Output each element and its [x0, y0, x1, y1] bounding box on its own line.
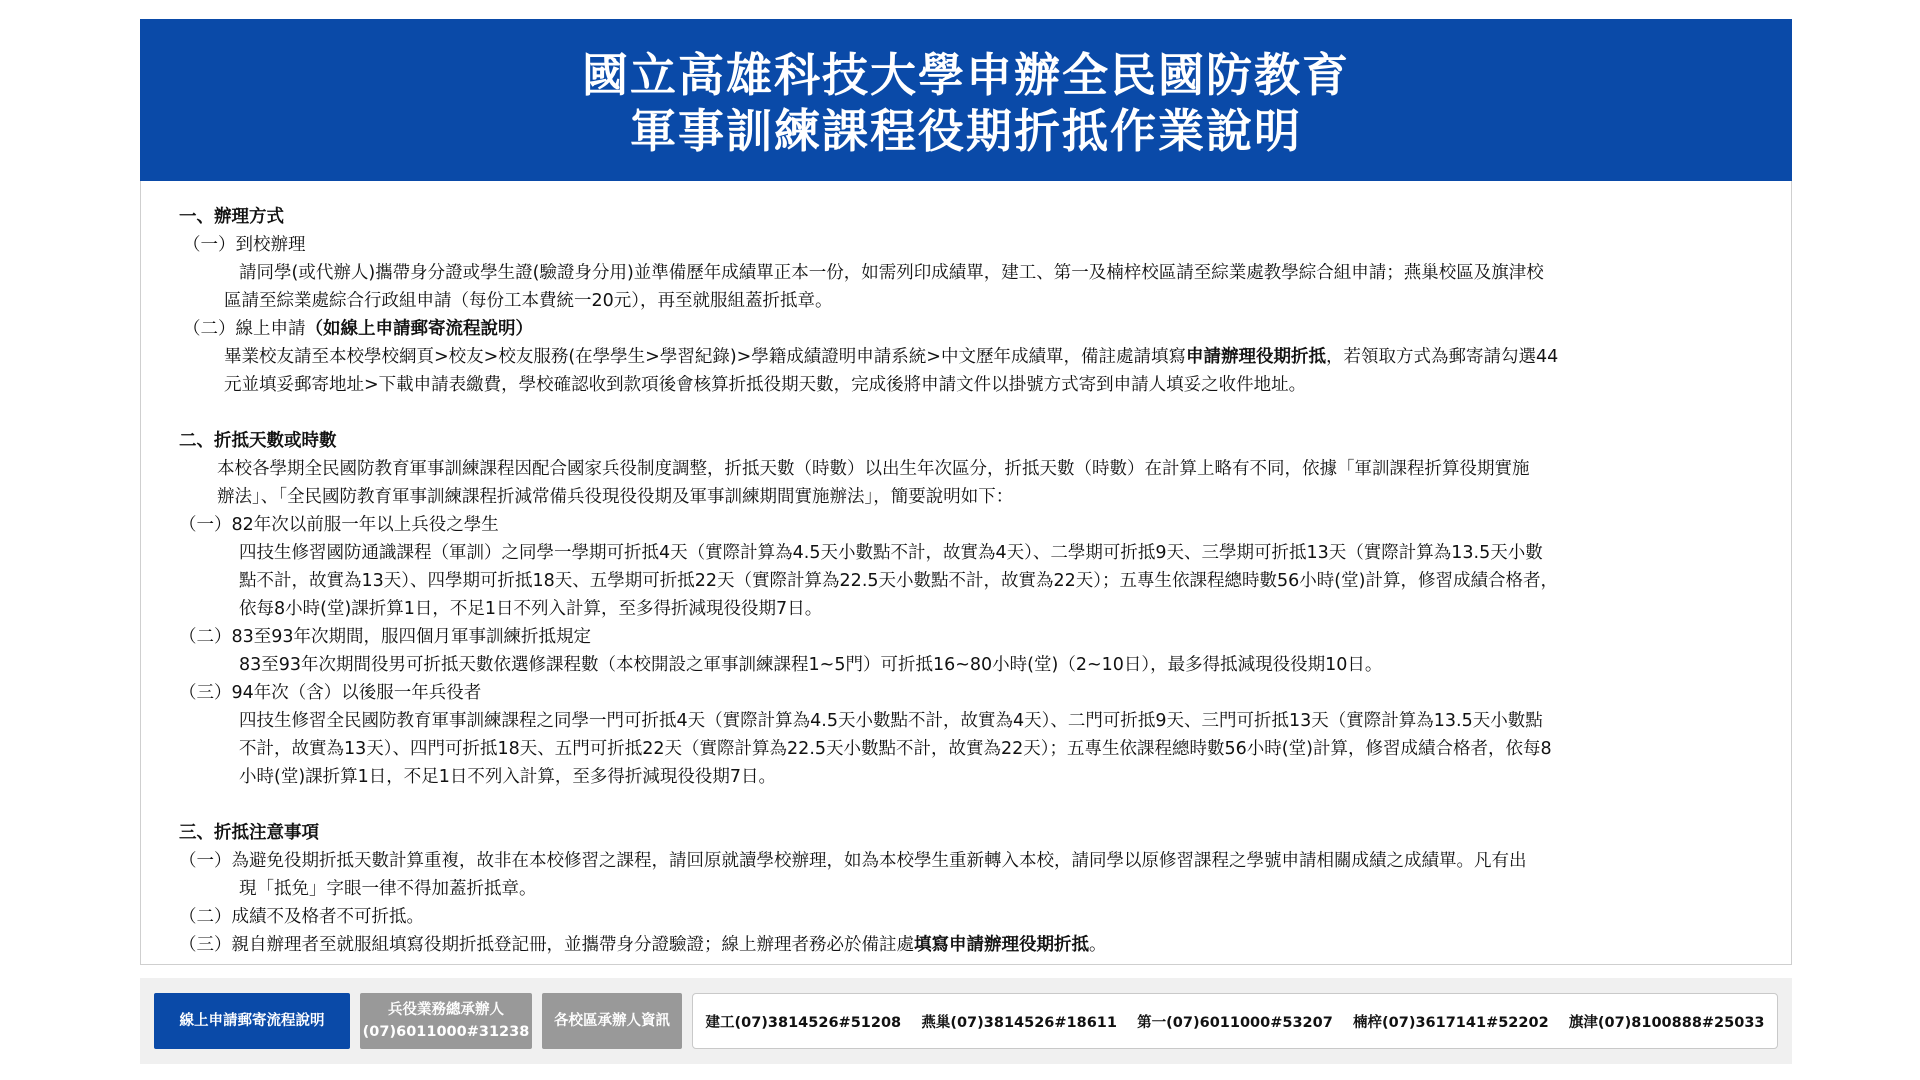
section2-item2-line1: 83至93年次期間役男可折抵天數依選修課程數（本校開設之軍事訓練課程1~5門）可折抵16~80小時(堂)（2~10日），最多得抵減現役役期10日。 — [239, 655, 1383, 675]
section1-item2-text2: 元並填妥郵寄地址>下載申請表繳費，學校確認收到款項後會核算折抵役期天數，完成後將申請文件以掛號方式寄到申請人填妥之收件地址。 — [224, 375, 1307, 395]
section3-title: 三、折抵注意事項 — [179, 823, 319, 843]
section2-item3-line3: 小時(堂)課折算1日，不足1日不列入計算，至多得折減現役役期7日。 — [239, 767, 777, 787]
section1-title: 一、辦理方式 — [179, 207, 284, 227]
instructions-content — [140, 181, 1792, 965]
section2-item3-line2: 不計，故實為13天）、四門可折抵18天、五門可折抵22天（實際計算為22.5天小數點不計，故實為22天）；五專生依課程總時數56小時(堂)計算，修習成績合格者，依每8 — [239, 739, 1552, 759]
footer-bar — [140, 978, 1792, 1064]
section2-item1-title: （一）82年次以前服一年以上兵役之學生 — [179, 515, 499, 535]
page-header — [140, 19, 1792, 181]
section2-item1-line2: 點不計，故實為13天）、四學期可折抵18天、五學期可折抵22天（實際計算為22.5天小數點不計，故實為22天）；五專生依課程總時數56小時(堂)計算，修習成績合格者， — [239, 571, 1558, 591]
military-service-contact-button[interactable]: 兵役業務總承辦人 (07)6011000#31238 — [360, 993, 532, 1049]
online-process-link[interactable]: （如線上申請郵寄流程說明） — [305, 319, 533, 339]
section3-item1-line1: （一）為避免役期折抵天數計算重複，故非在本校修習之課程，請回原就讀學校辦理，如為本校學生重新轉入本校，請同學以原修習課程之學號申請相關成績之成績單。凡有出 — [179, 851, 1527, 871]
section2-title: 二、折抵天數或時數 — [179, 431, 337, 451]
section2-item3-title: （三）94年次（含）以後服一年兵役者 — [179, 683, 482, 703]
section3-item1-line2: 現「抵免」字眼一律不得加蓋折抵章。 — [239, 879, 537, 899]
campus-contacts-panel: 建工(07)3814526#51208 燕巢(07)3814526#18611 第一(07)6011000#53207 楠梓(07)3617141#52202 旗津(07)8100888#25033 — [692, 993, 1778, 1049]
online-mail-process-button[interactable]: 線上申請郵寄流程說明 — [154, 993, 350, 1049]
section1-item1-text2: 區請至綜業處綜合行政組申請（每份工本費統一20元），再至就服組蓋折抵章。 — [224, 291, 833, 311]
page-container — [140, 19, 1792, 965]
section3-item2: （二）成績不及格者不可折抵。 — [179, 907, 424, 927]
section2-intro1: 本校各學期全民國防教育軍事訓練課程因配合國家兵役制度調整，折抵天數（時數）以出生年次區分，折抵天數（時數）在計算上略有不同，依據「軍訓課程折算役期實施 — [217, 459, 1530, 479]
section2-item1-line1: 四技生修習國防通識課程（軍訓）之同學一學期可折抵4天（實際計算為4.5天小數點不計，故實為4天）、二學期可折抵9天、三學期可折抵13天（實際計算為13.5天小數 — [239, 543, 1543, 563]
section3-item3: （三）親自辦理者至就服組填寫役期折抵登記冊，並攜帶身分證驗證；線上辦理者務必於備註處填寫申請辦理役期折抵。 — [179, 935, 1107, 955]
section1-item2-text: 畢業校友請至本校學校網頁>校友>校友服務(在學學生>學習紀錄)>學籍成績證明申請系統>中文歷年成績單，備註處請填寫申請辦理役期折抵，若領取方式為郵寄請勾選44 — [224, 347, 1559, 367]
page-title-line2: 軍事訓練課程役期折抵作業說明 — [630, 104, 1302, 158]
section1-item2-title: （二）線上申請（如線上申請郵寄流程說明） — [183, 319, 533, 339]
section1-item1-text: 請同學(或代辦人)攜帶身分證或學生證(驗證身分用)並準備歷年成績單正本一份，如需列印成績單，建工、第一及楠梓校區請至綜業處教學綜合組申請；燕巢校區及旗津校 — [239, 263, 1544, 283]
campus-contacts-button[interactable]: 各校區承辦人資訊 — [542, 993, 682, 1049]
section2-item1-line3: 依每8小時(堂)課折算1日，不足1日不列入計算，至多得折減現役役期7日。 — [239, 599, 823, 619]
section1-item1-title: （一）到校辦理 — [183, 235, 306, 255]
section2-item3-line1: 四技生修習全民國防教育軍事訓練課程之同學一門可折抵4天（實際計算為4.5天小數點不計，故實為4天）、二門可折抵9天、三門可折抵13天（實際計算為13.5天小數點 — [239, 711, 1543, 731]
section2-intro2: 辦法」、「全民國防教育軍事訓練課程折減常備兵役現役役期及軍事訓練期間實施辦法」，簡要說明如下： — [217, 487, 1014, 507]
page-title-line1: 國立高雄科技大學申辦全民國防教育 — [582, 48, 1350, 102]
section2-item2-title: （二）83至93年次期間，服四個月軍事訓練折抵規定 — [179, 627, 592, 647]
